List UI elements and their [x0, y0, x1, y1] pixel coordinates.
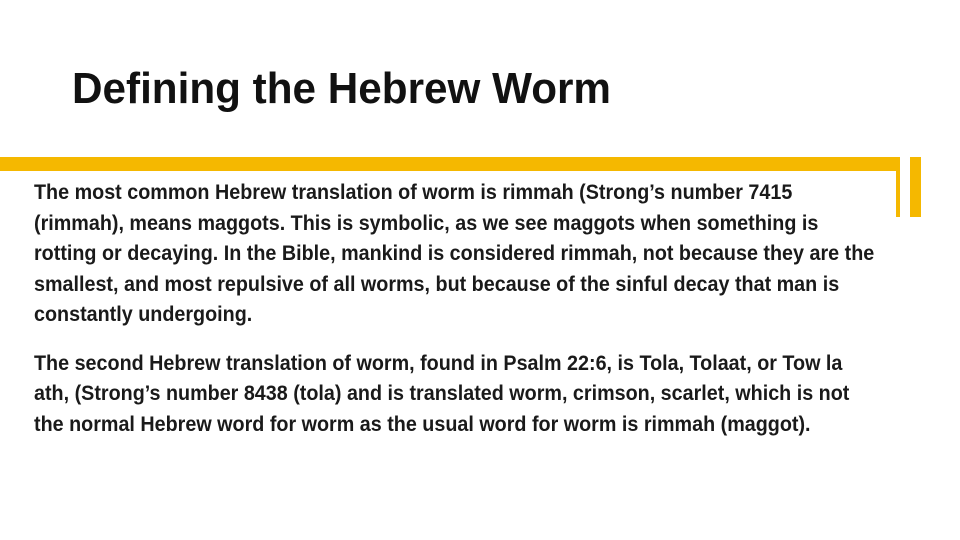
paragraph-rimmah: The most common Hebrew translation of worm is rimmah (Strong’s number 7415 (rimmah), means maggots. This is symbolic, as we see maggots when something is rotting or decaying. In the Bible, mankind is considered rimmah, not because they are the smallest, and most repulsive of all worms, but because of the sinful decay that man is constantly undergoing.: [34, 181, 875, 326]
slide-body: [34, 178, 884, 458]
paragraph-tola: The second Hebrew translation of worm, found in Psalm 22:6, is Tola, Tolaat, or Tow la ath, (Strong’s number 8438 (tola) and is translated worm, crimson, scarlet, which is not the normal Hebrew word for worm as the usual word for worm is rimmah (maggot).: [34, 351, 850, 436]
slide-title: Defining the Hebrew Worm: [72, 64, 611, 113]
accent-vertical-thin: [896, 157, 900, 217]
accent-bar: [0, 157, 896, 171]
accent-vertical-thick: [910, 157, 921, 217]
